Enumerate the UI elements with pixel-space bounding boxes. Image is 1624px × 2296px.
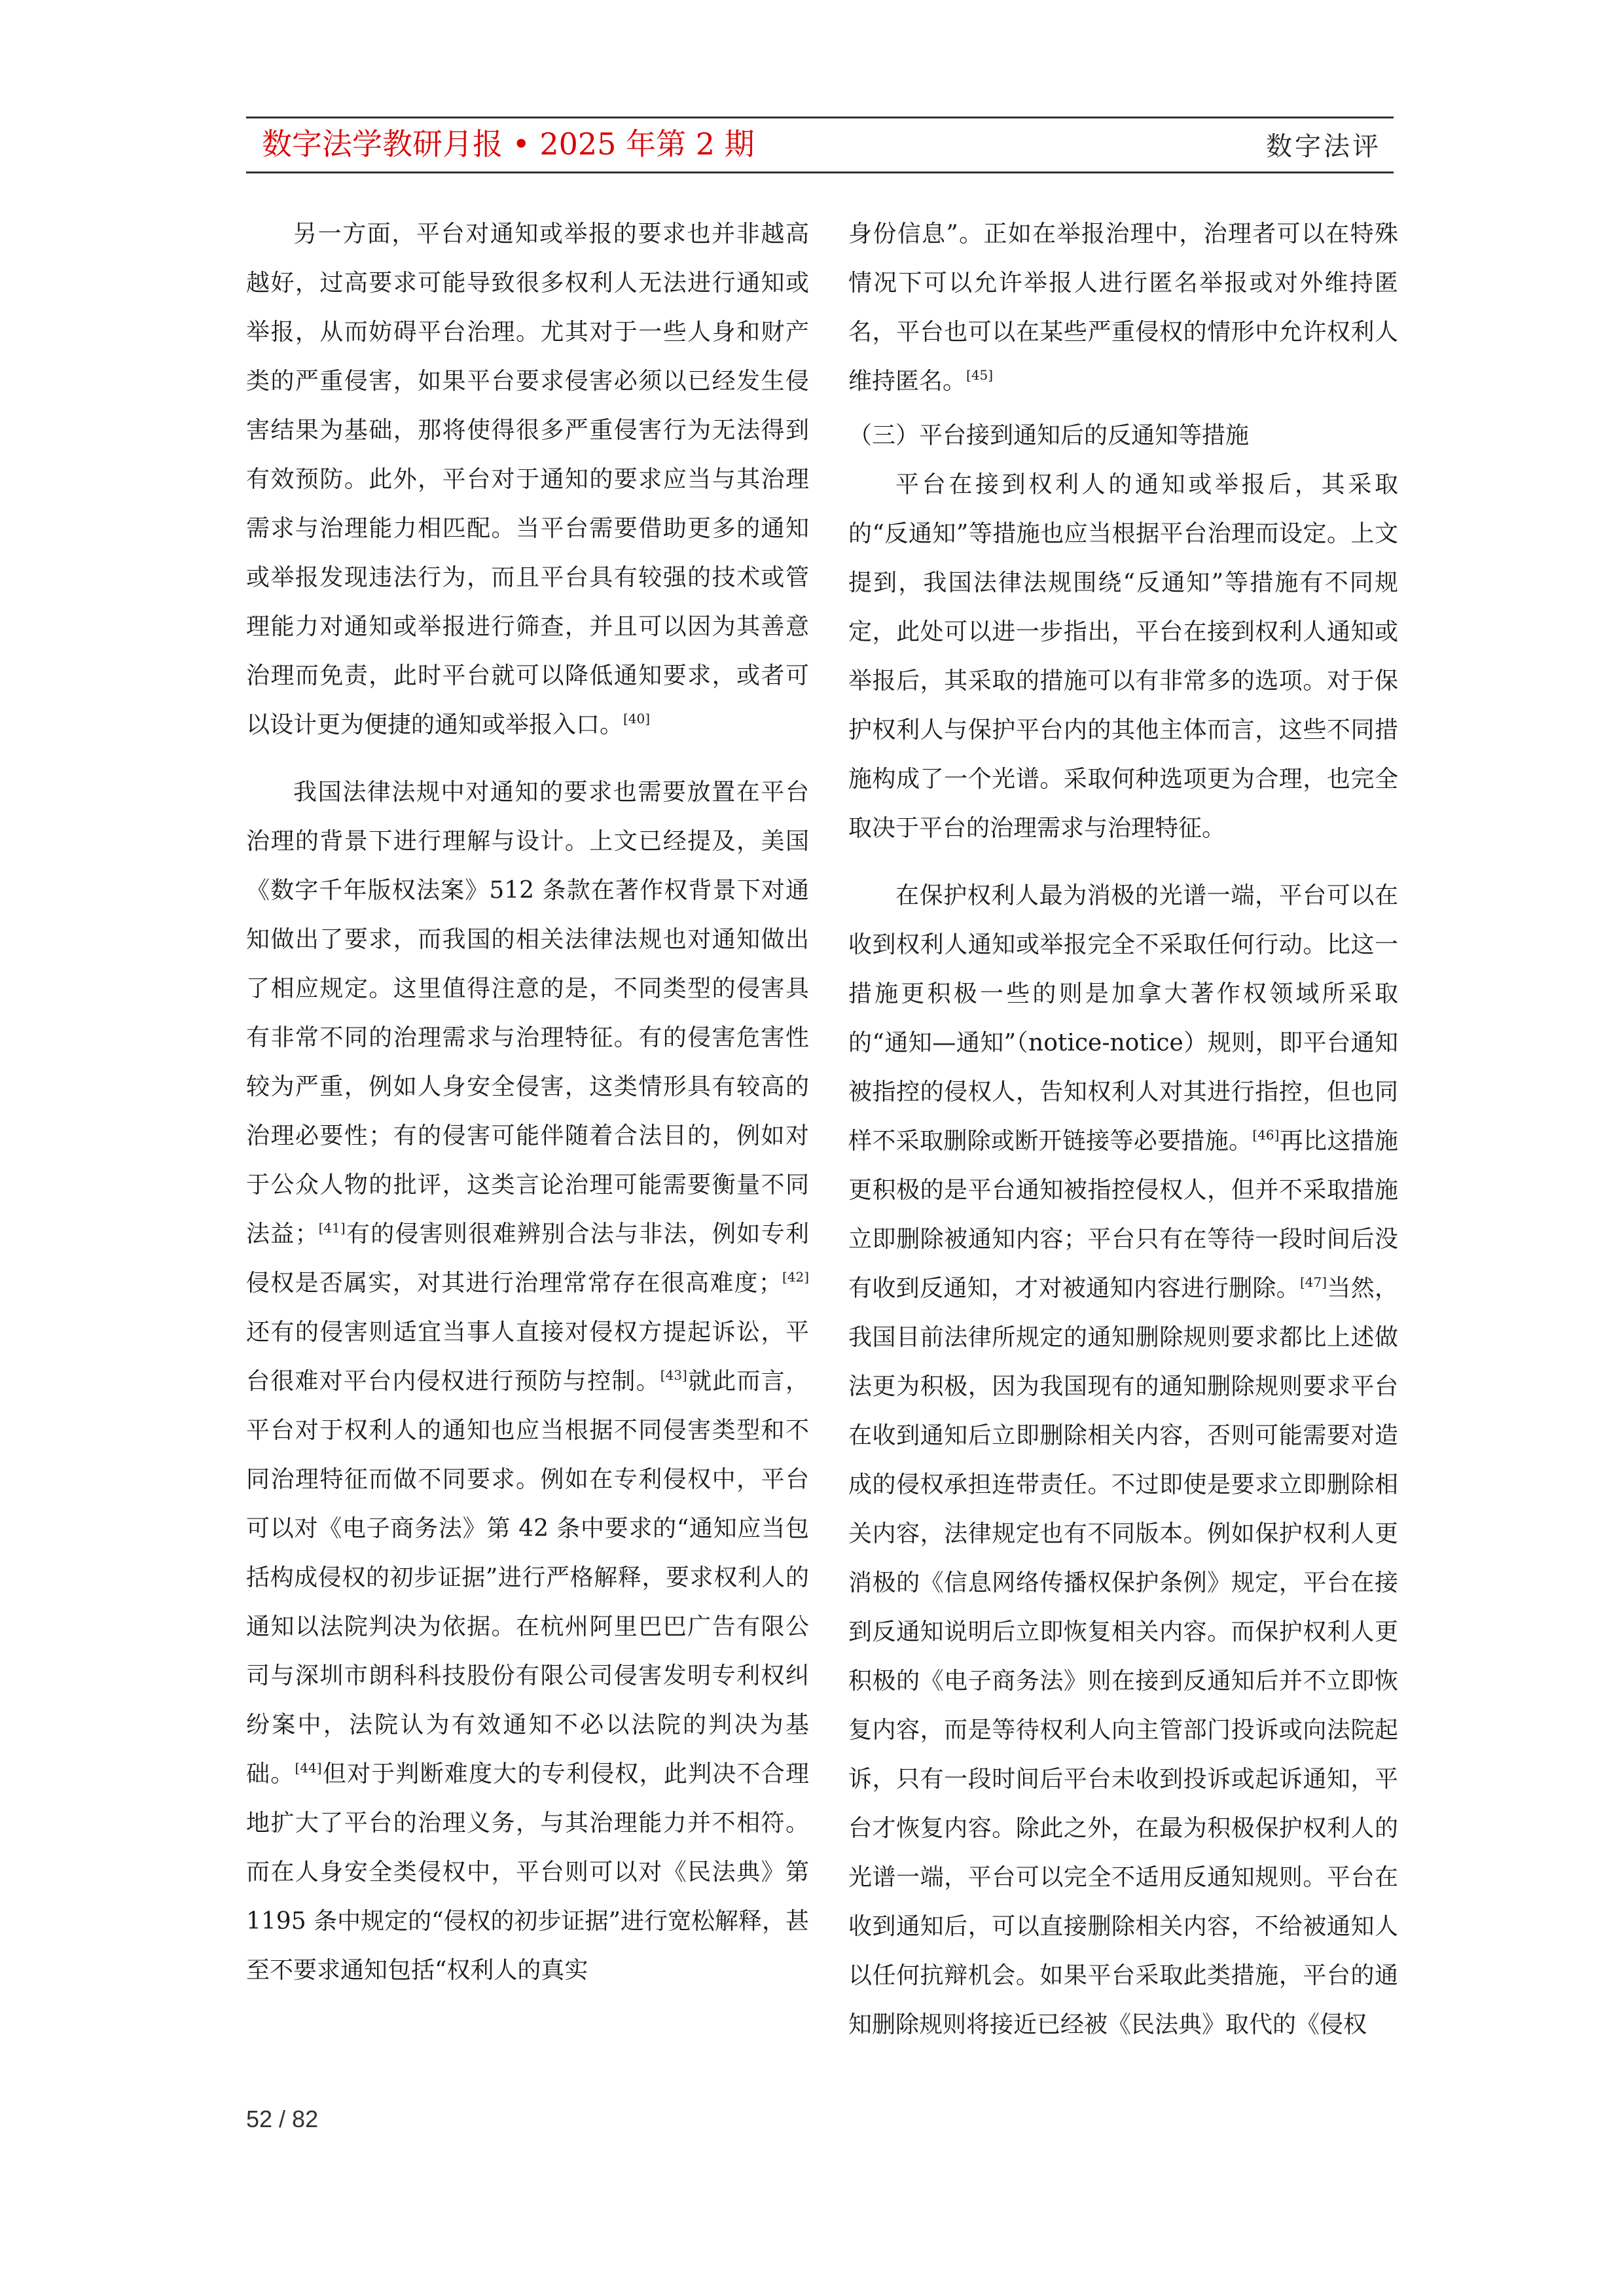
paragraph-text: 还有的侵害则适宜当事人直接对侵权方提起诉讼，平台很难对平台内侵权进行预防与控制。 [246,1319,809,1395]
left-column [246,209,809,1995]
paragraph-text: 再比这措施更积极的是平台通知被指控侵权人，但并不采取措施立即删除被通知内容；平台只有在等待一段时间后没有收到反通知，才对被通知内容进行删除。 [848,1128,1398,1302]
paragraph-text: 就此而言，平台对于权利人的通知也应当根据不同侵害类型和不同治理特征而做不同要求。例如在专利侵权中，平台可以对《电子商务法》第 42 条中要求的“通知应当包括构成侵权的初步证据”进行严格解释，要求权利人的通知以法院判决为依据。在杭州阿里巴巴广告有限公司与深圳市朗科科技股份有限公司侵害发明专利权纠纷案中，法院认为有效通知不必以法院的判决为基础。 [246,1368,809,1787]
header-rule-bottom [246,171,1394,173]
paragraph [246,209,809,749]
paragraph-text: 当然，我国目前法律所规定的通知删除规则要求都比上述做法更为积极，因为我国现有的通知删除规则要求平台在收到通知后立即删除相关内容，否则可能需要对造成的侵权承担连带责任。不过即使是要求立即删除相关内容，法律规定也有不同版本。例如保护权利人更消极的《信息网络传播权保护条例》规定，平台在接到反通知说明后立即恢复相关内容。而保护权利人更积极的《电子商务法》则在接到反通知后并不立即恢复内容，而是等待权利人向主管部门投诉或向法院起诉，只有一段时间后平台未收到投诉或起诉通知，平台才恢复内容。除此之外，在最为积极保护权利人的光谱一端，平台可以完全不适用反通知规则。平台在收到通知后，可以直接删除相关内容，不给被通知人以任何抗辩机会。如果平台采取此类措施，平台的通知删除规则将接近已经被《民法典》取代的《侵权 [848,1275,1398,2038]
page-number: 52 / 82 [246,2106,319,2132]
paragraph-text: 平台在接到权利人的通知或举报后，其采取的“反通知”等措施也应当根据平台治理而设定。上文提到，我国法律法规围绕“反通知”等措施有不同规定，此处可以进一步指出，平台在接到权利人通知或举报后，其采取的措施可以有非常多的选项。对于保护权利人与保护平台内的其他主体而言，这些不同措施构成了一个光谱。采取何种选项更为合理，也完全取决于平台的治理需求与治理特征。 [848,471,1398,842]
subsection-heading: （三）平台接到通知后的反通知等措施 [848,422,1250,449]
footnote-ref: [46] [1252,1127,1280,1143]
footnote-ref: [44] [295,1760,322,1776]
section-title: 数字法评 [1266,132,1381,162]
footnote-ref: [41] [318,1220,346,1236]
footnote-ref: [42] [782,1269,809,1285]
paragraph-text: 有的侵害则很难辨别合法与非法，例如专利侵权是否属实，对其进行治理常常存在很高难度； [246,1221,809,1297]
right-column [848,209,1398,2049]
header-rule-top [246,117,1394,118]
paragraph [848,460,1398,853]
paragraph [848,871,1398,2049]
paragraph-text: 身份信息”。正如在举报治理中，治理者可以在特殊情况下可以允许举报人进行匿名举报或对外维持匿名，平台也可以在某些严重侵权的情形中允许权利人维持匿名。 [848,221,1398,395]
footnote-ref: [45] [966,367,994,383]
journal-title: 数字法学教研月报 • 2025 年第 2 期 [262,126,755,162]
paragraph-text: 我国法律法规中对通知的要求也需要放置在平台治理的背景下进行理解与设计。上文已经提及，美国《数字千年版权法案》512 条款在著作权背景下对通知做出了要求，而我国的相关法律法规也对通知做出了相应规定。这里值得注意的是，不同类型的侵害具有非常不同的治理需求与治理特征。有的侵害危害性较为严重，例如人身安全侵害，这类情形具有较高的治理必要性；有的侵害可能伴随着合法目的，例如对于公众人物的批评，这类言论治理可能需要衡量不同法益； [246,779,809,1247]
paragraph-text: 另一方面，平台对通知或举报的要求也并非越高越好，过高要求可能导致很多权利人无法进行通知或举报，从而妨碍平台治理。尤其对于一些人身和财产类的严重侵害，如果平台要求侵害必须以已经发生侵害结果为基础，那将使得很多严重侵害行为无法得到有效预防。此外，平台对于通知的要求应当与其治理需求与治理能力相匹配。当平台需要借助更多的通知或举报发现违法行为，而且平台具有较强的技术或管理能力对通知或举报进行筛查，并且可以因为其善意治理而免责，此时平台就可以降低通知要求，或者可以设计更为便捷的通知或举报入口。 [246,221,809,738]
footnote-ref: [47] [1299,1274,1327,1290]
paragraph [246,768,809,1995]
footnote-ref: [40] [623,711,651,726]
footnote-ref: [43] [660,1367,687,1383]
paragraph-text: 但对于判断难度大的专利侵权，此判决不合理地扩大了平台的治理义务，与其治理能力并不相符。而在人身安全类侵权中，平台则可以对《民法典》第 1195 条中规定的“侵权的初步证据”进行宽松解释，甚至不要求通知包括“权利人的真实 [246,1761,809,1984]
paragraph [848,209,1398,406]
paragraph-text: 在保护权利人最为消极的光谱一端，平台可以在收到权利人通知或举报完全不采取任何行动。比这一措施更积极一些的则是加拿大著作权领域所采取的“通知—通知”（notice-notice）规则，即平台通知被指控的侵权人，告知权利人对其进行指控，但也同样不采取删除或断开链接等必要措施。 [848,882,1398,1155]
